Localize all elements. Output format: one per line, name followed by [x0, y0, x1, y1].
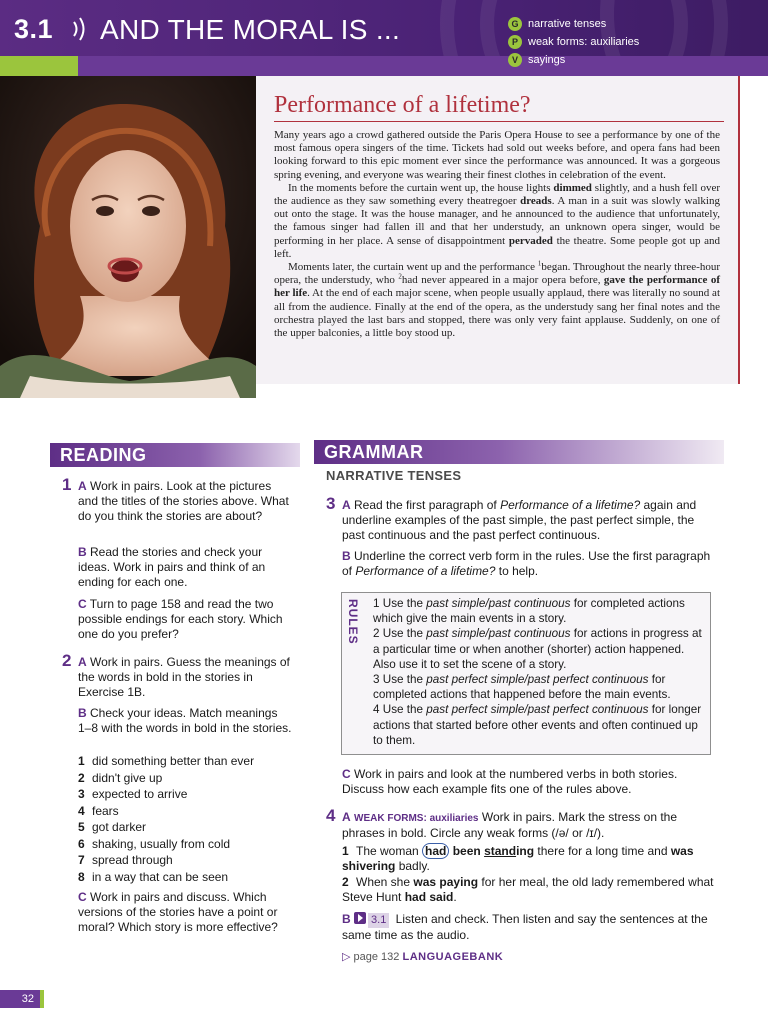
- rule-item: 4 Use the past perfect simple/past perfect continuous for longer actions that started before other events and often continued up to them.: [373, 703, 702, 747]
- focus-label: sayings: [528, 54, 566, 66]
- list-item: 1 did something better than ever: [78, 754, 255, 768]
- exercise-1b: B Read the stories and check your ideas. Work in pairs and think of an ending for each one.: [78, 545, 266, 589]
- exercise-2c: C Work in pairs and discuss. Which versions of the stories have a point or moral? Which story is more effective?: [78, 890, 278, 934]
- sound-waves-icon: [70, 16, 90, 42]
- verb-form-options[interactable]: past perfect simple/past perfect continuous: [426, 673, 649, 687]
- focus-label: narrative tenses: [528, 18, 607, 30]
- rule-item: 2 Use the past simple/past continuous for actions in progress at a particular time or when another (shorter) action happened. Also use it to set the scene of a story.: [373, 627, 702, 671]
- bold-word: pervaded: [508, 234, 553, 247]
- lesson-focus-list: [508, 15, 639, 69]
- reading-section-header: READING: [50, 443, 300, 467]
- exercise-letter: B: [78, 706, 87, 720]
- bold-word: dreads: [520, 195, 552, 208]
- rules-label: RULES: [346, 599, 360, 645]
- grammar-section-header: GRAMMAR: [314, 440, 724, 464]
- story-paragraph: Moments later, the curtain went up and the performance $^1$began. Throughout the nearly three-hour opera, the understudy, who $^2$had never appeared in a major opera before, gave the performance of her life. At the end of each major scene, when people usually applaud, there was literally no sound at all from the audience. Finally at the end of the opera, as the understudy sang her final notes and the orchestra played the last bars and stopped, there was only very faint applause. Suddenly, on one of the upper balconies, a little boy stood up.: [274, 259, 720, 340]
- exercise-letter: A: [342, 810, 351, 824]
- bold-phrase: gave the performance of her life: [274, 274, 720, 300]
- rules-tab: [342, 593, 364, 754]
- verb-number: 1: [537, 259, 542, 268]
- focus-grammar: [508, 15, 639, 33]
- rule-item: 3 Use the past perfect simple/past perfect continuous for completed actions that happened before the main events.: [373, 673, 671, 702]
- meanings-list: [78, 753, 292, 885]
- list-item: 8 in a way that can be seen: [78, 869, 229, 884]
- exercise-letter: A: [78, 479, 87, 493]
- exercise-1a: A Work in pairs. Look at the pictures and the titles of the stories above. What do you think the stories are about?: [78, 479, 289, 523]
- exercise-letter: B: [78, 545, 87, 559]
- bold-word: dimmed: [553, 181, 592, 194]
- verb-form-options[interactable]: past simple/past continuous: [426, 597, 571, 610]
- page-number-accent: [40, 990, 44, 1008]
- audio-track-number[interactable]: 3.1: [368, 913, 389, 928]
- focus-label: weak forms: auxiliaries: [528, 36, 640, 48]
- exercise-letter: A: [342, 498, 351, 512]
- grammar-badge-icon: G: [508, 17, 522, 31]
- list-item: 6 shaking, usually from cold: [78, 836, 231, 851]
- exercise-3a: A Read the first paragraph of Performance of a lifetime? again and underline examples of the past simple, the past perfect simple, the past continuous and the past perfect continuous.: [342, 498, 697, 542]
- exercise-letter: B: [342, 549, 351, 563]
- focus-pronunciation: [508, 33, 639, 51]
- stress-mark: stand: [484, 844, 517, 858]
- rule-item: 1 Use the past simple/past continuous for completed actions which give the main events in a story.: [373, 597, 685, 626]
- list-item: 3 expected to arrive: [78, 787, 188, 801]
- arrow-right-icon: ▷: [342, 951, 351, 963]
- story-body: [274, 129, 720, 340]
- verb-form-options[interactable]: past perfect simple/past perfect continuous: [426, 703, 649, 717]
- language-bank-link[interactable]: ▷ page 132 LANGUAGEBANK: [342, 951, 504, 963]
- pronunciation-tag: WEAK FORMS: auxiliaries: [354, 813, 479, 824]
- exercise-4b: B 3.1 Listen and check. Then listen and say the sentences at the same time as the audio.: [342, 912, 708, 942]
- example-sentence-2: 2 When she was paying for her meal, the old lady remembered what Steve Hunt had said.: [342, 875, 714, 904]
- unit-title: AND THE MORAL IS ...: [100, 14, 401, 45]
- exercise-letter: C: [78, 597, 87, 611]
- rules-box: [341, 592, 711, 755]
- story-title: Performance of a lifetime?: [274, 92, 531, 118]
- list-item: 4 fears: [78, 803, 119, 818]
- exercise-letter: C: [78, 890, 87, 904]
- title-divider: [274, 121, 724, 122]
- unit-number: 3.1: [14, 14, 54, 44]
- unit-header: [0, 0, 768, 76]
- exercise-1c: C Turn to page 158 and read the two possible endings for each story. Which one do you prefer?: [78, 597, 283, 641]
- exercise-number: 4: [326, 806, 336, 825]
- exercise-letter: C: [342, 767, 351, 781]
- audio-play-icon[interactable]: [354, 912, 366, 924]
- vocabulary-badge-icon: V: [508, 53, 522, 67]
- grammar-subheading: NARRATIVE TENSES: [326, 468, 462, 483]
- opera-singer-photo: [0, 76, 256, 398]
- exercise-3b: B Underline the correct verb form in the rules. Use the first paragraph of Performance of a lifetime? to help.: [342, 549, 711, 578]
- header-band: [78, 56, 768, 76]
- header-accent-strip: [0, 56, 78, 76]
- story-paragraph: In the moments before the curtain went up, the house lights dimmed slightly, and a hush fell over the audience as they saw something every theatregoer dreads. A man in a suit was slowly walking out onto the stage. It was the house manager, and he announced to the audience that unfortunately, the famous singer had fallen ill and that her understudy, an unknown opera singer, would be performing in her place. A sense of disappointment pervaded the theatre. Some people got up and left.: [274, 181, 720, 260]
- exercise-number: 1: [62, 475, 72, 494]
- list-item: 7 spread through: [78, 853, 173, 867]
- exercise-2a: A Work in pairs. Guess the meanings of the words in bold in the stories in Exercise 1B.: [78, 655, 290, 699]
- story-paragraph: Many years ago a crowd gathered outside the Paris Opera House to see a performance by one of the most famous opera singers of the time. Tickets had sold out weeks before, and opera fans had been looking forward to this epic moment ever since the performance was announced. It was a gorgeous spring evening, and everyone was wearing their finest clothes in celebration of the event.: [274, 129, 720, 181]
- exercise-letter: A: [78, 655, 87, 669]
- page-number: 32: [0, 990, 40, 1008]
- exercise-2b: B Check your ideas. Match meanings 1–8 with the words in bold in the stories.: [78, 706, 292, 735]
- verb-number: 2: [398, 272, 402, 281]
- exercise-number: 3: [326, 494, 336, 513]
- exercise-4a: A WEAK FORMS: auxiliaries Work in pairs. Mark the stress on the phrases in bold. Circle any weak forms (/ə/ or /ɪ/).: [342, 810, 678, 840]
- weak-form-circle[interactable]: had: [422, 843, 449, 859]
- exercise-3c: C Work in pairs and look at the numbered verbs in both stories. Discuss how each example fits one of the rules above.: [342, 767, 678, 796]
- story-panel: [256, 76, 740, 384]
- verb-form-options[interactable]: past simple/past continuous: [426, 627, 571, 641]
- list-item: 2 didn't give up: [78, 770, 163, 785]
- example-sentence-1: 1 The woman had been standing there for a long time and was shivering badly.: [342, 844, 694, 873]
- list-item: 5 got darker: [78, 820, 147, 834]
- exercise-number: 2: [62, 651, 72, 670]
- focus-vocabulary: [508, 51, 639, 69]
- rules-list: [373, 596, 703, 748]
- exercise-letter: B: [342, 912, 351, 926]
- pronunciation-badge-icon: P: [508, 35, 522, 49]
